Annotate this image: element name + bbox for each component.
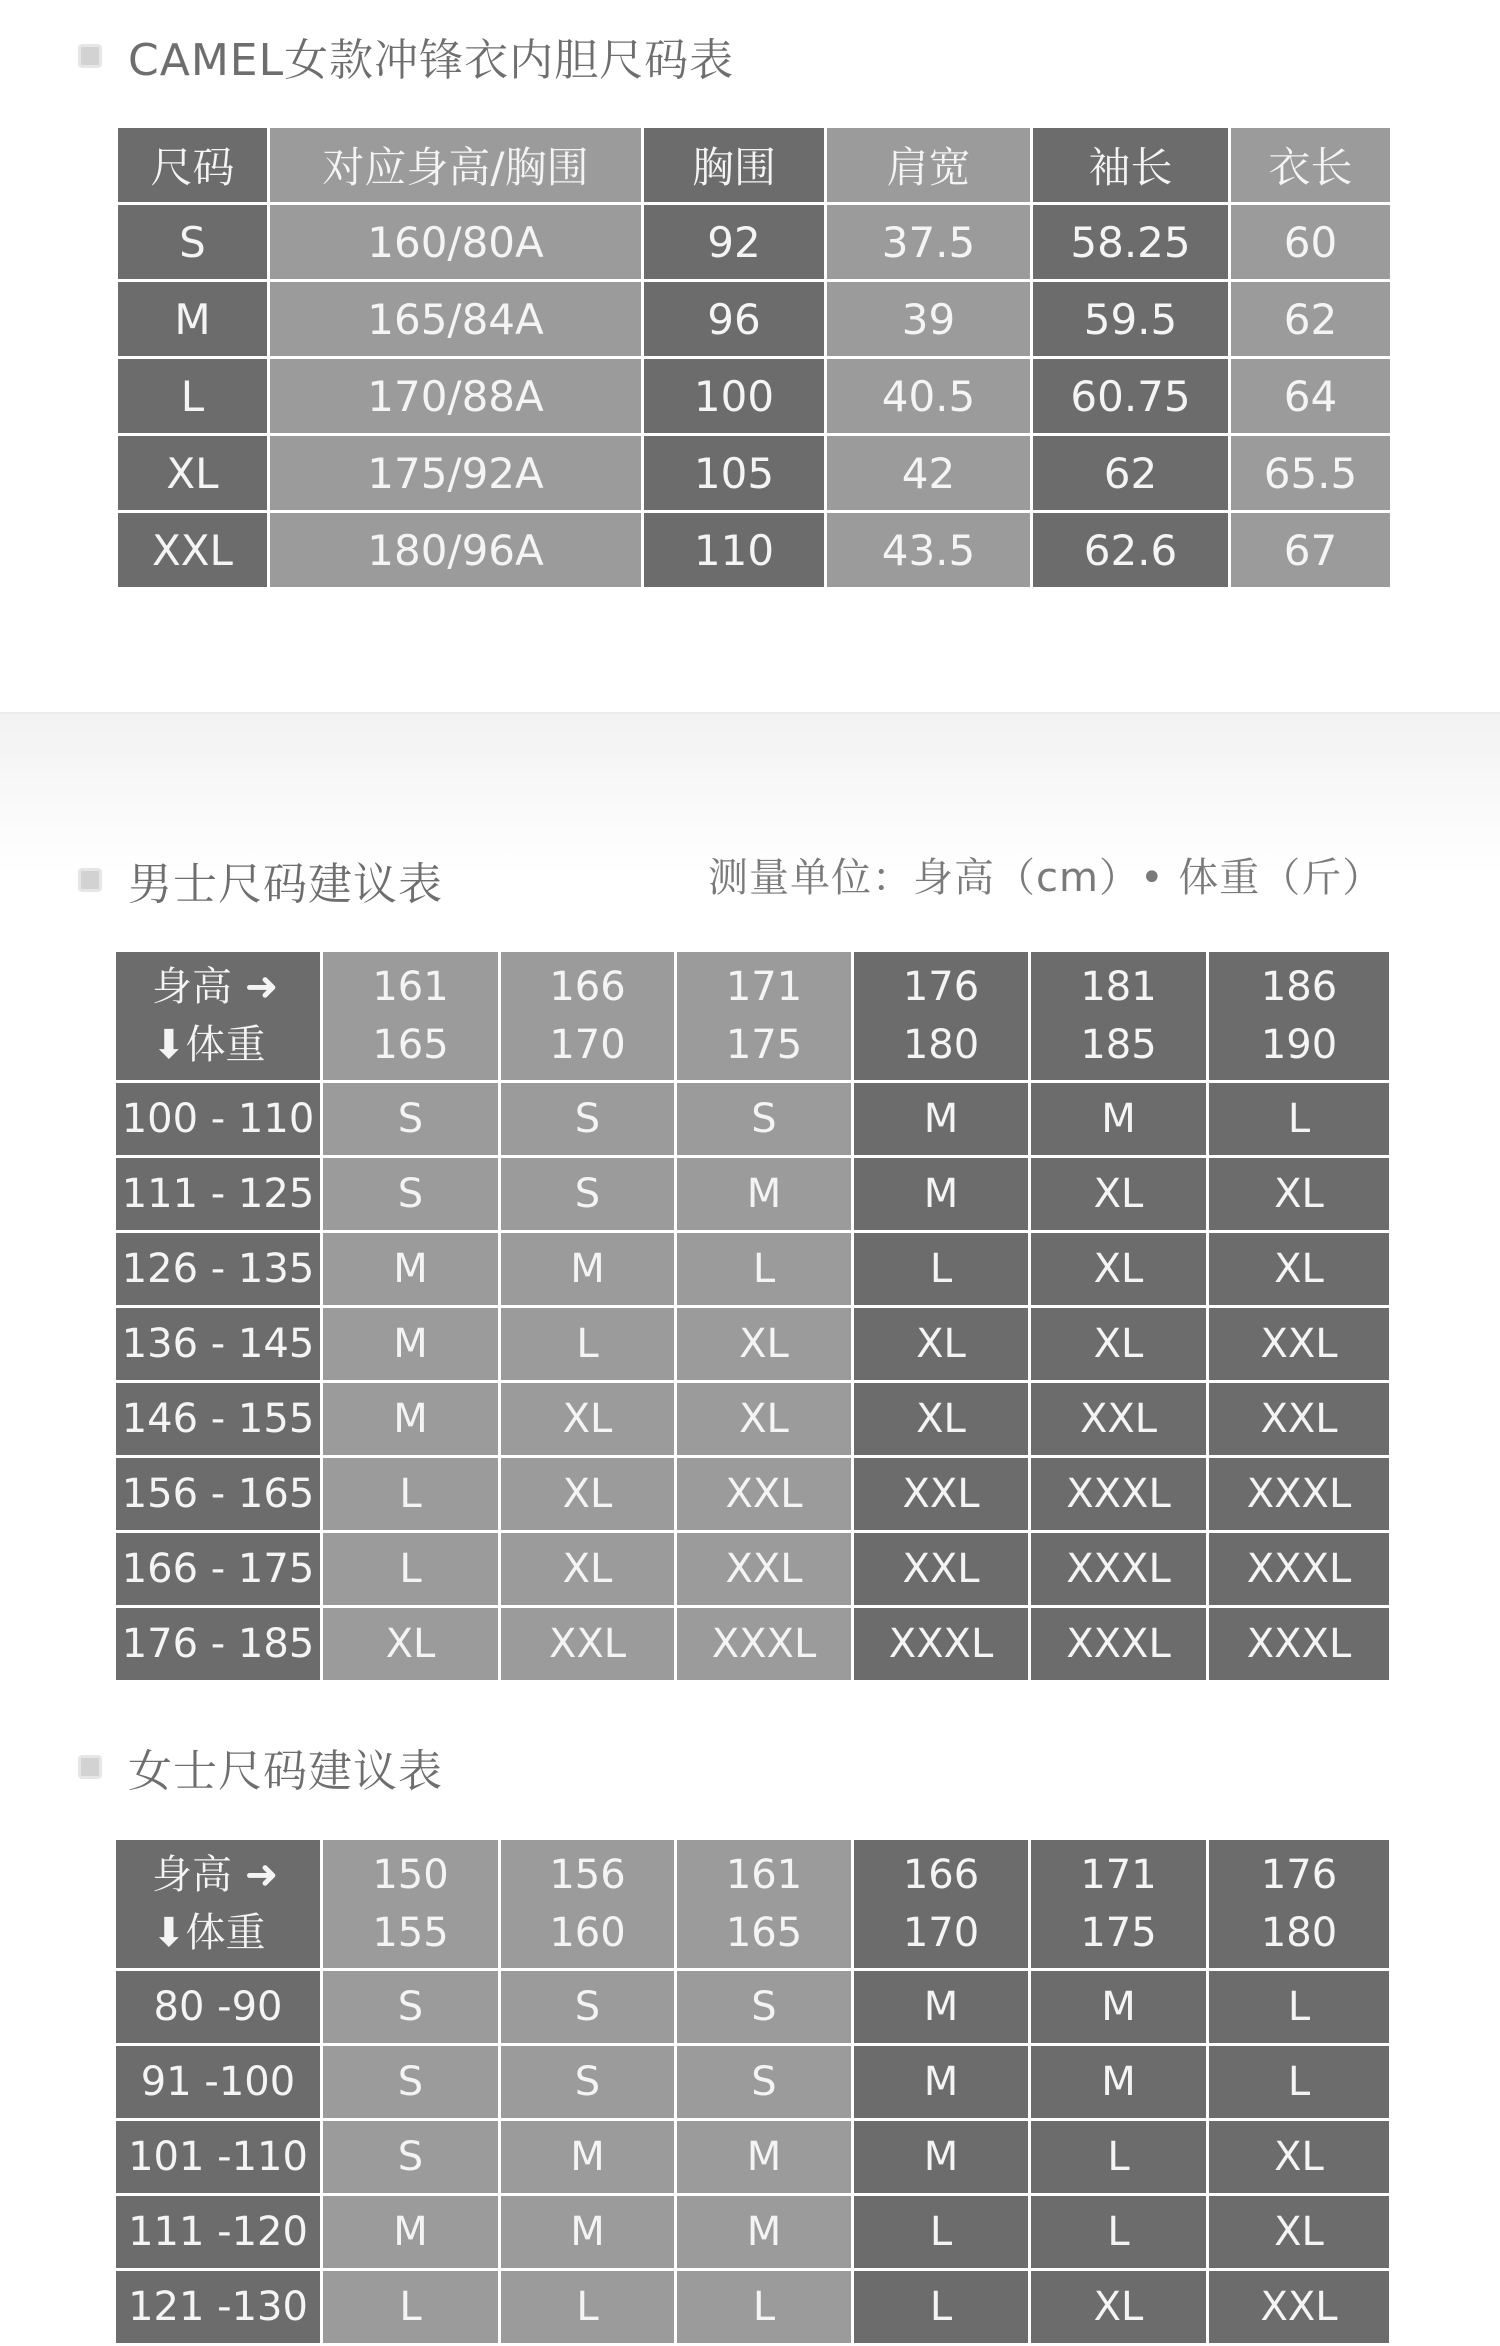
size-cell: XL	[1208, 2195, 1391, 2270]
size-cell: XL	[500, 1532, 676, 1607]
section-title: CAMEL女款冲锋衣内胆尺码表	[128, 35, 735, 86]
table-row	[117, 204, 1392, 281]
size-cell: L	[1030, 2195, 1208, 2270]
size-cell: XL	[853, 1307, 1030, 1382]
size-chart-table	[115, 125, 1393, 590]
table-cell: XXL	[117, 512, 269, 589]
size-cell: XL	[1030, 1307, 1208, 1382]
weight-range-cell: 136 - 145	[115, 1307, 322, 1382]
height-max: 165	[372, 1022, 449, 1068]
weight-range-cell: 100 - 110	[115, 1082, 322, 1157]
table-cell: 59.5	[1032, 281, 1230, 358]
size-cell: XL	[1208, 1157, 1391, 1232]
column-header: 袖长	[1032, 127, 1230, 204]
size-cell: XL	[853, 1382, 1030, 1457]
size-cell: S	[676, 2045, 853, 2120]
table-row	[117, 512, 1392, 589]
table-row	[115, 2195, 1391, 2270]
height-max: 175	[725, 1022, 803, 1068]
size-cell: XXXL	[1030, 1532, 1208, 1607]
height-min: 171	[725, 964, 803, 1010]
size-cell: XL	[1208, 1232, 1391, 1307]
size-cell: XXXL	[1030, 1607, 1208, 1682]
size-cell: XXXL	[1208, 1532, 1391, 1607]
weight-range-cell: 80 -90	[115, 1970, 322, 2045]
size-cell: M	[853, 2120, 1030, 2195]
table-cell: 58.25	[1032, 204, 1230, 281]
table-cell: 64	[1230, 358, 1392, 435]
size-cell: XL	[500, 1382, 676, 1457]
size-cell: XL	[1030, 1157, 1208, 1232]
table-cell: 105	[643, 435, 826, 512]
size-cell: S	[322, 1082, 500, 1157]
size-cell: XL	[1208, 2120, 1391, 2195]
height-range-header	[1208, 951, 1391, 1082]
size-cell: XXL	[1208, 1382, 1391, 1457]
table-cell: 60.75	[1032, 358, 1230, 435]
measurement-unit-note: 测量单位：身高（cm）• 体重（斤）	[708, 855, 1384, 901]
table-row	[115, 2045, 1391, 2120]
height-max: 190	[1260, 1022, 1338, 1068]
table-cell: 62	[1032, 435, 1230, 512]
height-min: 181	[1080, 964, 1157, 1010]
table-header-row	[115, 1839, 1391, 1970]
size-cell: XL	[1030, 1232, 1208, 1307]
height-max: 170	[549, 1022, 626, 1068]
weight-range-cell: 111 -120	[115, 2195, 322, 2270]
size-cell: XL	[500, 1457, 676, 1532]
size-cell: L	[322, 1457, 500, 1532]
weight-range-cell: 146 - 155	[115, 1382, 322, 1457]
size-cell: M	[322, 1307, 500, 1382]
column-header: 肩宽	[826, 127, 1032, 204]
size-cell: S	[322, 1970, 500, 2045]
weight-range-cell: 101 -110	[115, 2120, 322, 2195]
table-cell: 170/88A	[269, 358, 643, 435]
height-max: 155	[372, 1910, 449, 1956]
table-cell: 100	[643, 358, 826, 435]
table-row	[115, 2120, 1391, 2195]
height-min: 150	[372, 1852, 449, 1898]
size-cell: XXXL	[853, 1607, 1030, 1682]
table-row	[115, 1382, 1391, 1457]
table-row	[115, 1307, 1391, 1382]
table-cell: 180/96A	[269, 512, 643, 589]
table-cell: 62.6	[1032, 512, 1230, 589]
size-cell: M	[322, 2195, 500, 2270]
weight-axis-label: ⬇体重	[152, 1022, 266, 1068]
height-axis-label: 身高 ➜	[152, 1852, 279, 1898]
size-cell: M	[1030, 2045, 1208, 2120]
size-cell: XL	[1030, 2270, 1208, 2345]
size-cell: XXXL	[1030, 1457, 1208, 1532]
section-title: 男士尺码建议表	[128, 859, 443, 910]
table-cell: XL	[117, 435, 269, 512]
size-cell: M	[500, 1232, 676, 1307]
height-max: 160	[549, 1910, 626, 1956]
table-cell: 165/84A	[269, 281, 643, 358]
size-cell: M	[1030, 1970, 1208, 2045]
size-cell: M	[500, 2120, 676, 2195]
height-range-header	[322, 951, 500, 1082]
height-range-header	[676, 951, 853, 1082]
height-max: 170	[902, 1910, 980, 1956]
size-cell: S	[500, 1157, 676, 1232]
size-cell: L	[853, 2270, 1030, 2345]
size-cell: XXXL	[1208, 1607, 1391, 1682]
size-cell: M	[676, 1157, 853, 1232]
size-cell: S	[322, 1157, 500, 1232]
table-row	[115, 1232, 1391, 1307]
size-cell: L	[1208, 1970, 1391, 2045]
height-max: 165	[725, 1910, 803, 1956]
size-cell: L	[322, 1532, 500, 1607]
height-min: 161	[372, 964, 449, 1010]
weight-axis-label: ⬇体重	[152, 1910, 266, 1956]
table-cell: 39	[826, 281, 1032, 358]
table-cell: 175/92A	[269, 435, 643, 512]
table-cell: 92	[643, 204, 826, 281]
table-row	[117, 358, 1392, 435]
size-cell: XXL	[1208, 1307, 1391, 1382]
height-max: 185	[1080, 1022, 1157, 1068]
section-heading-size-chart	[78, 24, 734, 88]
size-cell: L	[500, 2270, 676, 2345]
size-cell: XXXL	[1208, 1457, 1391, 1532]
column-header: 尺码	[117, 127, 269, 204]
size-cell: XXL	[853, 1457, 1030, 1532]
size-cell: XXXL	[676, 1607, 853, 1682]
size-cell: XXL	[500, 1607, 676, 1682]
size-cell: M	[853, 1157, 1030, 1232]
column-header: 衣长	[1230, 127, 1392, 204]
size-cell: M	[676, 2120, 853, 2195]
square-bullet-icon	[78, 44, 102, 68]
height-range-header	[676, 1839, 853, 1970]
weight-range-cell: 121 -130	[115, 2270, 322, 2345]
table-cell: 62	[1230, 281, 1392, 358]
height-min: 166	[902, 1852, 980, 1898]
table-row	[115, 1457, 1391, 1532]
size-cell: L	[500, 1307, 676, 1382]
men-size-table	[113, 949, 1392, 1683]
size-cell: L	[676, 1232, 853, 1307]
height-min: 171	[1080, 1852, 1157, 1898]
table-row	[115, 1532, 1391, 1607]
table-cell: 60	[1230, 204, 1392, 281]
size-cell: M	[853, 2045, 1030, 2120]
size-cell: S	[500, 1082, 676, 1157]
height-min: 166	[549, 964, 626, 1010]
size-cell: L	[1208, 1082, 1391, 1157]
size-cell: M	[322, 1232, 500, 1307]
column-header: 胸围	[643, 127, 826, 204]
height-axis-label: 身高 ➜	[152, 964, 279, 1010]
size-cell: S	[676, 1082, 853, 1157]
size-cell: XXL	[853, 1532, 1030, 1607]
column-header: 对应身高/胸围	[269, 127, 643, 204]
height-min: 186	[1260, 964, 1338, 1010]
height-range-header	[500, 1839, 676, 1970]
table-cell: 40.5	[826, 358, 1032, 435]
size-cell: M	[676, 2195, 853, 2270]
table-row	[115, 1607, 1391, 1682]
women-size-table	[113, 1837, 1392, 2346]
weight-range-cell: 166 - 175	[115, 1532, 322, 1607]
weight-range-cell: 156 - 165	[115, 1457, 322, 1532]
corner-header-cell	[115, 1839, 322, 1970]
table-header-row	[117, 127, 1392, 204]
height-range-header	[322, 1839, 500, 1970]
section-heading-women	[78, 1735, 443, 1799]
size-cell: M	[853, 1970, 1030, 2045]
height-range-header	[500, 951, 676, 1082]
table-cell: 43.5	[826, 512, 1032, 589]
section-heading-men	[78, 848, 443, 912]
table-cell: 96	[643, 281, 826, 358]
size-cell: XL	[676, 1307, 853, 1382]
weight-range-cell: 126 - 135	[115, 1232, 322, 1307]
table-cell: M	[117, 281, 269, 358]
height-range-header	[853, 951, 1030, 1082]
corner-header-cell	[115, 951, 322, 1082]
section-title: 女士尺码建议表	[128, 1746, 443, 1797]
size-cell: XL	[676, 1382, 853, 1457]
size-cell: L	[1208, 2045, 1391, 2120]
size-cell: L	[676, 2270, 853, 2345]
size-cell: L	[1030, 2120, 1208, 2195]
table-cell: 65.5	[1230, 435, 1392, 512]
size-cell: S	[322, 2120, 500, 2195]
weight-range-cell: 111 - 125	[115, 1157, 322, 1232]
size-cell: M	[500, 2195, 676, 2270]
size-cell: M	[322, 1382, 500, 1457]
size-cell: XXL	[1030, 1382, 1208, 1457]
size-cell: S	[500, 2045, 676, 2120]
table-row	[115, 1970, 1391, 2045]
table-cell: 110	[643, 512, 826, 589]
table-cell: 67	[1230, 512, 1392, 589]
weight-range-cell: 176 - 185	[115, 1607, 322, 1682]
height-max: 175	[1080, 1910, 1157, 1956]
table-row	[115, 1082, 1391, 1157]
height-max: 180	[1260, 1910, 1338, 1956]
height-range-header	[853, 1839, 1030, 1970]
size-cell: M	[853, 1082, 1030, 1157]
weight-range-cell: 91 -100	[115, 2045, 322, 2120]
size-cell: XL	[322, 1607, 500, 1682]
size-cell: S	[676, 1970, 853, 2045]
size-cell: L	[322, 2270, 500, 2345]
height-range-header	[1030, 1839, 1208, 1970]
height-min: 176	[902, 964, 980, 1010]
size-cell: L	[853, 1232, 1030, 1307]
height-min: 161	[725, 1852, 803, 1898]
square-bullet-icon	[78, 868, 102, 892]
size-cell: L	[853, 2195, 1030, 2270]
size-cell: XXL	[676, 1457, 853, 1532]
height-range-header	[1030, 951, 1208, 1082]
size-cell: S	[322, 2045, 500, 2120]
table-cell: L	[117, 358, 269, 435]
size-cell: M	[1030, 1082, 1208, 1157]
size-cell: S	[500, 1970, 676, 2045]
table-cell: 160/80A	[269, 204, 643, 281]
table-row	[117, 281, 1392, 358]
size-cell: XXL	[676, 1532, 853, 1607]
table-header-row	[115, 951, 1391, 1082]
height-min: 156	[549, 1852, 626, 1898]
table-cell: S	[117, 204, 269, 281]
height-max: 180	[902, 1022, 980, 1068]
table-row	[117, 435, 1392, 512]
height-range-header	[1208, 1839, 1391, 1970]
table-row	[115, 2270, 1391, 2345]
square-bullet-icon	[78, 1755, 102, 1779]
table-row	[115, 1157, 1391, 1232]
height-min: 176	[1260, 1852, 1338, 1898]
size-cell: XXL	[1208, 2270, 1391, 2345]
table-cell: 37.5	[826, 204, 1032, 281]
table-cell: 42	[826, 435, 1032, 512]
